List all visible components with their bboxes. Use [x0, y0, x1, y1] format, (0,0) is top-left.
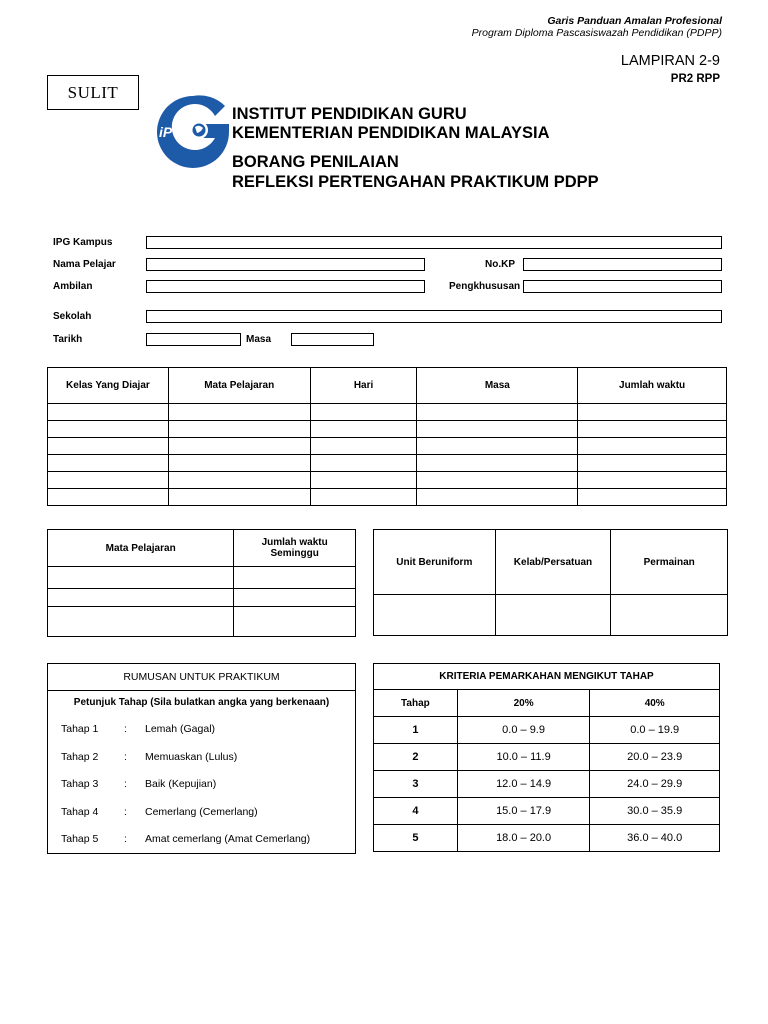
kriteria-20: 0.0 – 9.9	[457, 717, 590, 744]
sekolah-field[interactable]	[146, 310, 722, 323]
title-institute: INSTITUT PENDIDIKAN GURU	[232, 105, 467, 123]
th-tahap: Tahap	[374, 690, 458, 717]
table-row	[48, 404, 727, 421]
tahap-separator: :	[124, 723, 127, 735]
kriteria-title: KRITERIA PEMARKAHAN MENGIKUT TAHAP	[374, 664, 720, 690]
tahap-label: Tahap 1	[61, 723, 99, 735]
kriteria-20: 15.0 – 17.9	[457, 798, 590, 825]
label-masa: Masa	[246, 334, 272, 345]
lampiran-label: LAMPIRAN 2-9	[620, 53, 720, 69]
table-row	[374, 595, 728, 636]
th-weekly-hours-line2: Seminggu	[270, 548, 319, 559]
th-hari: Hari	[310, 368, 417, 404]
label-sekolah: Sekolah	[53, 311, 92, 322]
tahap-label: Tahap 5	[61, 833, 99, 845]
masa-field[interactable]	[291, 333, 374, 346]
tahap-description: Baik (Kepujian)	[145, 778, 217, 790]
title-ministry: KEMENTERIAN PENDIDIKAN MALAYSIA	[232, 124, 550, 142]
kriteria-40: 30.0 – 35.9	[590, 798, 720, 825]
th-40-percent: 40%	[590, 690, 720, 717]
table-row	[48, 589, 356, 607]
tahap-description: Cemerlang (Cemerlang)	[145, 805, 258, 818]
nama-pelajar-field[interactable]	[146, 258, 425, 271]
th-20-percent: 20%	[457, 690, 590, 717]
title-form: BORANG PENILAIAN	[232, 153, 399, 171]
tahap-description: Memuaskan (Lulus)	[145, 750, 238, 763]
label-ipg-kampus: IPG Kampus	[53, 237, 113, 248]
kriteria-tahap: 5	[374, 825, 458, 852]
rumusan-title: RUMUSAN UNTUK PRAKTIKUM	[48, 664, 355, 691]
tahap-separator: :	[124, 805, 127, 818]
tarikh-field[interactable]	[146, 333, 241, 346]
table-row	[48, 607, 356, 637]
kriteria-40: 24.0 – 29.9	[590, 771, 720, 798]
kriteria-20: 12.0 – 14.9	[457, 771, 590, 798]
th-kelas: Kelas Yang Diajar	[48, 368, 169, 404]
table-row	[374, 798, 720, 825]
tahap-separator: :	[124, 833, 127, 845]
guide-subtitle: Program Diploma Pascasiswazah Pendidikan (PDPP)	[471, 27, 722, 39]
th-kelab: Kelab/Persatuan	[495, 530, 611, 595]
tahap-description: Lemah (Gagal)	[145, 723, 216, 735]
label-nama-pelajar: Nama Pelajar	[53, 259, 116, 270]
kriteria-40: 20.0 – 23.9	[590, 744, 720, 771]
guide-title: Garis Panduan Amalan Profesional	[547, 15, 722, 27]
th-masa: Masa	[417, 368, 578, 404]
kriteria-table	[373, 663, 720, 852]
ambilan-field[interactable]	[146, 280, 425, 293]
th-unit-beruniform: Unit Beruniform	[374, 530, 496, 595]
kriteria-40: 0.0 – 19.9	[590, 717, 720, 744]
tahap-separator: :	[124, 750, 127, 763]
tahap-description: Amat cemerlang (Amat Cemerlang)	[145, 833, 311, 845]
rumusan-box	[47, 663, 356, 854]
th-subject: Mata Pelajaran	[48, 530, 234, 567]
class-table	[47, 367, 727, 506]
kriteria-20: 18.0 – 20.0	[457, 825, 590, 852]
table-row	[374, 771, 720, 798]
cocurric-table	[373, 529, 728, 636]
no-kp-field[interactable]	[523, 258, 722, 271]
kriteria-40: 36.0 – 40.0	[590, 825, 720, 852]
th-jumlah-waktu: Jumlah waktu	[578, 368, 727, 404]
ipg-logo-icon	[155, 94, 231, 170]
label-tarikh: Tarikh	[53, 334, 83, 345]
tahap-label: Tahap 4	[61, 805, 99, 818]
table-row	[48, 455, 727, 472]
th-weekly-hours-line1: Jumlah waktu	[261, 537, 328, 548]
kriteria-tahap: 3	[374, 771, 458, 798]
label-pengkhususan: Pengkhususan	[449, 281, 521, 292]
table-row	[374, 825, 720, 852]
table-row	[374, 744, 720, 771]
ipg-logo	[155, 94, 231, 170]
label-no-kp: No.KP	[485, 259, 515, 270]
kriteria-tahap: 4	[374, 798, 458, 825]
form-code: PR2 RPP	[670, 73, 720, 85]
th-permainan: Permainan	[611, 530, 728, 595]
subject-table	[47, 529, 356, 637]
kriteria-tahap: 1	[374, 717, 458, 744]
table-row	[48, 489, 727, 506]
ipg-kampus-field[interactable]	[146, 236, 722, 249]
label-ambilan: Ambilan	[53, 281, 93, 292]
rumusan-instruction: Petunjuk Tahap (Sila bulatkan angka yang berkenaan)	[73, 697, 330, 708]
kriteria-20: 10.0 – 11.9	[457, 744, 590, 771]
table-row	[374, 717, 720, 744]
tahap-separator: :	[124, 778, 127, 790]
logo-text: iPG	[159, 124, 184, 140]
table-row	[48, 472, 727, 489]
tahap-label: Tahap 3	[61, 778, 99, 790]
pengkhususan-field[interactable]	[523, 280, 722, 293]
table-row	[48, 567, 356, 589]
title-form-sub: REFLEKSI PERTENGAHAN PRAKTIKUM PDPP	[232, 173, 599, 191]
sulit-stamp: SULIT	[47, 75, 139, 110]
tahap-label: Tahap 2	[61, 750, 99, 763]
table-row	[48, 438, 727, 455]
th-weekly-hours	[234, 530, 356, 567]
table-row	[48, 421, 727, 438]
th-mata-pelajaran: Mata Pelajaran	[168, 368, 310, 404]
kriteria-tahap: 2	[374, 744, 458, 771]
